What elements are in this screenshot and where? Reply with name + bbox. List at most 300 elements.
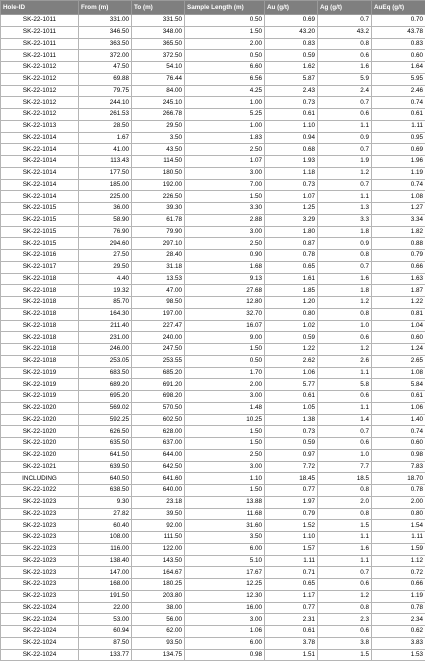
table-row — [1, 555, 425, 567]
cell-to: 39.30 — [132, 203, 185, 215]
cell-to: 54.10 — [132, 62, 185, 74]
cell-from: 4.40 — [79, 273, 132, 285]
cell-sample-length: 5.10 — [185, 555, 265, 567]
cell-from: 168.00 — [79, 579, 132, 591]
cell-to: 180.25 — [132, 579, 185, 591]
cell-au: 0.71 — [265, 567, 318, 579]
cell-to: 570.50 — [132, 402, 185, 414]
table-row — [1, 379, 425, 391]
cell-ag: 0.6 — [318, 438, 372, 450]
cell-from: 164.30 — [79, 308, 132, 320]
cell-to: 13.53 — [132, 273, 185, 285]
cell-hole-id: SK-22-1016 — [1, 250, 79, 262]
cell-sample-length: 1.50 — [185, 485, 265, 497]
table-header-row — [1, 1, 425, 15]
cell-au: 43.20 — [265, 26, 318, 38]
cell-to: 111.50 — [132, 532, 185, 544]
cell-au: 0.73 — [265, 179, 318, 191]
cell-aueq: 0.66 — [372, 261, 425, 273]
cell-sample-length: 3.50 — [185, 532, 265, 544]
cell-hole-id: SK-22-1020 — [1, 449, 79, 461]
cell-aueq: 2.65 — [372, 355, 425, 367]
cell-aueq: 1.08 — [372, 191, 425, 203]
table-row — [1, 626, 425, 638]
cell-from: 346.50 — [79, 26, 132, 38]
cell-ag: 7.7 — [318, 461, 372, 473]
cell-ag: 0.8 — [318, 485, 372, 497]
cell-ag: 0.7 — [318, 144, 372, 156]
cell-sample-length: 12.30 — [185, 590, 265, 602]
cell-hole-id: SK-22-1018 — [1, 297, 79, 309]
cell-from: 9.30 — [79, 496, 132, 508]
cell-to: 62.00 — [132, 626, 185, 638]
cell-ag: 5.8 — [318, 379, 372, 391]
cell-aueq: 0.69 — [372, 144, 425, 156]
cell-hole-id: SK-22-1015 — [1, 238, 79, 250]
cell-hole-id: SK-22-1011 — [1, 38, 79, 50]
cell-from: 225.00 — [79, 191, 132, 203]
cell-ag: 2.3 — [318, 614, 372, 626]
cell-aueq: 1.08 — [372, 367, 425, 379]
cell-au: 0.97 — [265, 449, 318, 461]
cell-to: 31.18 — [132, 261, 185, 273]
cell-aueq: 2.34 — [372, 614, 425, 626]
cell-from: 19.32 — [79, 285, 132, 297]
cell-from: 69.88 — [79, 73, 132, 85]
table-row — [1, 355, 425, 367]
cell-ag: 43.2 — [318, 26, 372, 38]
cell-to: 114.50 — [132, 156, 185, 168]
cell-to: 628.00 — [132, 426, 185, 438]
cell-from: 29.50 — [79, 261, 132, 273]
cell-from: 635.50 — [79, 438, 132, 450]
cell-hole-id: SK-22-1012 — [1, 85, 79, 97]
cell-ag: 0.6 — [318, 579, 372, 591]
cell-sample-length: 4.25 — [185, 85, 265, 97]
cell-aueq: 0.61 — [372, 109, 425, 121]
cell-ag: 0.6 — [318, 50, 372, 62]
cell-ag: 0.7 — [318, 261, 372, 273]
cell-sample-length: 16.00 — [185, 602, 265, 614]
cell-to: 28.40 — [132, 250, 185, 262]
cell-hole-id: SK-22-1023 — [1, 567, 79, 579]
cell-hole-id: SK-22-1012 — [1, 97, 79, 109]
cell-ag: 1.2 — [318, 590, 372, 602]
cell-aueq: 1.04 — [372, 320, 425, 332]
cell-aueq: 1.40 — [372, 414, 425, 426]
cell-to: 23.18 — [132, 496, 185, 508]
cell-ag: 1.2 — [318, 297, 372, 309]
cell-sample-length: 3.00 — [185, 391, 265, 403]
cell-au: 1.07 — [265, 191, 318, 203]
cell-to: 297.10 — [132, 238, 185, 250]
cell-from: 641.50 — [79, 449, 132, 461]
cell-ag: 0.7 — [318, 567, 372, 579]
cell-aueq: 1.96 — [372, 156, 425, 168]
cell-to: 197.00 — [132, 308, 185, 320]
cell-aueq: 0.60 — [372, 332, 425, 344]
cell-from: 638.50 — [79, 485, 132, 497]
cell-hole-id: SK-22-1020 — [1, 426, 79, 438]
cell-from: 116.00 — [79, 543, 132, 555]
cell-to: 143.50 — [132, 555, 185, 567]
table-row — [1, 214, 425, 226]
cell-aueq: 18.70 — [372, 473, 425, 485]
cell-ag: 3.3 — [318, 214, 372, 226]
header-ag: Ag (g/t) — [318, 1, 372, 15]
cell-sample-length: 1.50 — [185, 191, 265, 203]
cell-sample-length: 6.00 — [185, 543, 265, 555]
table-row — [1, 414, 425, 426]
cell-sample-length: 0.50 — [185, 15, 265, 27]
table-row — [1, 203, 425, 215]
table-row — [1, 191, 425, 203]
cell-from: 253.05 — [79, 355, 132, 367]
cell-hole-id: SK-22-1018 — [1, 273, 79, 285]
cell-au: 1.51 — [265, 649, 318, 661]
cell-hole-id: SK-22-1015 — [1, 226, 79, 238]
cell-hole-id: SK-22-1024 — [1, 626, 79, 638]
table-row — [1, 402, 425, 414]
cell-ag: 0.9 — [318, 238, 372, 250]
table-row — [1, 238, 425, 250]
cell-aueq: 1.11 — [372, 532, 425, 544]
cell-sample-length: 1.00 — [185, 97, 265, 109]
table-row — [1, 602, 425, 614]
cell-au: 1.10 — [265, 120, 318, 132]
cell-sample-length: 3.00 — [185, 226, 265, 238]
cell-ag: 18.5 — [318, 473, 372, 485]
cell-from: 231.00 — [79, 332, 132, 344]
table-row — [1, 250, 425, 262]
header-from: From (m) — [79, 1, 132, 15]
cell-sample-length: 32.70 — [185, 308, 265, 320]
cell-from: 47.50 — [79, 62, 132, 74]
cell-to: 98.50 — [132, 297, 185, 309]
cell-to: 644.00 — [132, 449, 185, 461]
cell-ag: 1.1 — [318, 120, 372, 132]
cell-au: 1.57 — [265, 543, 318, 555]
table-row — [1, 144, 425, 156]
cell-au: 0.61 — [265, 626, 318, 638]
cell-ag: 1.1 — [318, 532, 372, 544]
table-row — [1, 308, 425, 320]
cell-sample-length: 1.07 — [185, 156, 265, 168]
cell-ag: 2.4 — [318, 85, 372, 97]
cell-from: 372.00 — [79, 50, 132, 62]
table-row — [1, 120, 425, 132]
cell-from: 58.90 — [79, 214, 132, 226]
cell-sample-length: 2.88 — [185, 214, 265, 226]
table-row — [1, 332, 425, 344]
cell-aueq: 3.34 — [372, 214, 425, 226]
cell-ag: 0.6 — [318, 391, 372, 403]
cell-aueq: 0.72 — [372, 567, 425, 579]
cell-hole-id: SK-22-1015 — [1, 214, 79, 226]
table-row — [1, 438, 425, 450]
cell-sample-length: 1.00 — [185, 120, 265, 132]
cell-to: 203.80 — [132, 590, 185, 602]
cell-au: 2.62 — [265, 355, 318, 367]
cell-from: 108.00 — [79, 532, 132, 544]
cell-ag: 0.7 — [318, 179, 372, 191]
cell-to: 39.50 — [132, 508, 185, 520]
cell-aueq: 0.88 — [372, 238, 425, 250]
cell-ag: 0.7 — [318, 15, 372, 27]
cell-sample-length: 3.30 — [185, 203, 265, 215]
cell-au: 0.61 — [265, 109, 318, 121]
cell-from: 639.50 — [79, 461, 132, 473]
cell-ag: 1.3 — [318, 203, 372, 215]
cell-au: 7.72 — [265, 461, 318, 473]
cell-au: 0.68 — [265, 144, 318, 156]
table-row — [1, 261, 425, 273]
table-row — [1, 520, 425, 532]
cell-sample-length: 2.00 — [185, 38, 265, 50]
table-row — [1, 426, 425, 438]
header-au: Au (g/t) — [265, 1, 318, 15]
cell-sample-length: 17.67 — [185, 567, 265, 579]
table-row — [1, 367, 425, 379]
cell-to: 38.00 — [132, 602, 185, 614]
cell-ag: 0.8 — [318, 250, 372, 262]
table-row — [1, 167, 425, 179]
cell-from: 244.10 — [79, 97, 132, 109]
cell-aueq: 1.12 — [372, 555, 425, 567]
table-row — [1, 297, 425, 309]
cell-hole-id: SK-22-1023 — [1, 508, 79, 520]
cell-ag: 1.1 — [318, 191, 372, 203]
cell-hole-id: SK-22-1014 — [1, 132, 79, 144]
cell-au: 0.78 — [265, 250, 318, 262]
cell-au: 0.59 — [265, 50, 318, 62]
cell-au: 3.29 — [265, 214, 318, 226]
cell-aueq: 1.06 — [372, 402, 425, 414]
cell-from: 85.70 — [79, 297, 132, 309]
cell-from: 626.50 — [79, 426, 132, 438]
cell-sample-length: 10.25 — [185, 414, 265, 426]
cell-to: 698.20 — [132, 391, 185, 403]
cell-sample-length: 2.00 — [185, 379, 265, 391]
cell-aueq: 1.87 — [372, 285, 425, 297]
cell-au: 18.45 — [265, 473, 318, 485]
cell-sample-length: 12.25 — [185, 579, 265, 591]
cell-aueq: 1.54 — [372, 520, 425, 532]
cell-au: 0.69 — [265, 15, 318, 27]
cell-from: 41.00 — [79, 144, 132, 156]
table-row — [1, 543, 425, 555]
cell-au: 1.38 — [265, 414, 318, 426]
cell-au: 1.61 — [265, 273, 318, 285]
cell-aueq: 1.64 — [372, 62, 425, 74]
cell-sample-length: 5.25 — [185, 109, 265, 121]
table-row — [1, 285, 425, 297]
cell-to: 92.00 — [132, 520, 185, 532]
cell-aueq: 1.53 — [372, 649, 425, 661]
cell-ag: 1.1 — [318, 402, 372, 414]
cell-au: 0.59 — [265, 438, 318, 450]
cell-to: 43.50 — [132, 144, 185, 156]
cell-from: 592.25 — [79, 414, 132, 426]
cell-sample-length: 2.50 — [185, 144, 265, 156]
cell-au: 1.85 — [265, 285, 318, 297]
cell-au: 0.59 — [265, 332, 318, 344]
cell-ag: 2.0 — [318, 496, 372, 508]
cell-from: 147.00 — [79, 567, 132, 579]
cell-sample-length: 1.70 — [185, 367, 265, 379]
cell-from: 53.00 — [79, 614, 132, 626]
cell-hole-id: SK-22-1023 — [1, 496, 79, 508]
cell-aueq: 0.98 — [372, 449, 425, 461]
cell-aueq: 1.63 — [372, 273, 425, 285]
cell-aueq: 0.74 — [372, 97, 425, 109]
cell-hole-id: SK-22-1014 — [1, 167, 79, 179]
cell-aueq: 1.82 — [372, 226, 425, 238]
table-row — [1, 496, 425, 508]
cell-aueq: 0.83 — [372, 38, 425, 50]
cell-hole-id: SK-22-1022 — [1, 485, 79, 497]
cell-aueq: 0.81 — [372, 308, 425, 320]
cell-from: 60.94 — [79, 626, 132, 638]
cell-au: 1.80 — [265, 226, 318, 238]
cell-from: 640.50 — [79, 473, 132, 485]
cell-sample-length: 1.06 — [185, 626, 265, 638]
cell-hole-id: SK-22-1014 — [1, 156, 79, 168]
cell-sample-length: 2.50 — [185, 449, 265, 461]
cell-au: 1.05 — [265, 402, 318, 414]
cell-hole-id: SK-22-1019 — [1, 379, 79, 391]
cell-from: 27.82 — [79, 508, 132, 520]
cell-sample-length: 1.48 — [185, 402, 265, 414]
cell-to: 642.50 — [132, 461, 185, 473]
cell-to: 365.50 — [132, 38, 185, 50]
cell-hole-id: SK-22-1014 — [1, 144, 79, 156]
cell-aueq: 0.70 — [372, 15, 425, 27]
cell-hole-id: SK-22-1011 — [1, 26, 79, 38]
cell-au: 0.65 — [265, 579, 318, 591]
cell-from: 1.67 — [79, 132, 132, 144]
cell-au: 3.78 — [265, 637, 318, 649]
cell-from: 331.00 — [79, 15, 132, 27]
cell-to: 84.00 — [132, 85, 185, 97]
cell-aueq: 0.78 — [372, 485, 425, 497]
cell-hole-id: SK-22-1018 — [1, 344, 79, 356]
cell-aueq: 0.74 — [372, 179, 425, 191]
cell-hole-id: SK-22-1023 — [1, 590, 79, 602]
cell-to: 56.00 — [132, 614, 185, 626]
cell-from: 569.02 — [79, 402, 132, 414]
cell-aueq: 2.46 — [372, 85, 425, 97]
cell-sample-length: 3.00 — [185, 167, 265, 179]
cell-aueq: 1.27 — [372, 203, 425, 215]
cell-aueq: 1.22 — [372, 297, 425, 309]
cell-au: 0.65 — [265, 261, 318, 273]
table-row — [1, 508, 425, 520]
cell-ag: 5.9 — [318, 73, 372, 85]
cell-ag: 0.6 — [318, 332, 372, 344]
cell-from: 211.40 — [79, 320, 132, 332]
cell-ag: 0.8 — [318, 508, 372, 520]
cell-au: 0.73 — [265, 97, 318, 109]
cell-sample-length: 9.13 — [185, 273, 265, 285]
cell-from: 191.50 — [79, 590, 132, 602]
cell-sample-length: 1.68 — [185, 261, 265, 273]
cell-ag: 1.1 — [318, 555, 372, 567]
table-row — [1, 461, 425, 473]
cell-hole-id: INCLUDING — [1, 473, 79, 485]
table-row — [1, 156, 425, 168]
cell-hole-id: SK-22-1018 — [1, 308, 79, 320]
cell-hole-id: SK-22-1014 — [1, 179, 79, 191]
cell-sample-length: 1.10 — [185, 473, 265, 485]
cell-aueq: 0.66 — [372, 579, 425, 591]
table-row — [1, 532, 425, 544]
cell-aueq: 0.60 — [372, 438, 425, 450]
cell-from: 363.50 — [79, 38, 132, 50]
cell-hole-id: SK-22-1024 — [1, 602, 79, 614]
cell-from: 138.40 — [79, 555, 132, 567]
cell-sample-length: 1.50 — [185, 26, 265, 38]
cell-aueq: 0.74 — [372, 426, 425, 438]
cell-aueq: 2.00 — [372, 496, 425, 508]
cell-to: 226.50 — [132, 191, 185, 203]
cell-aueq: 0.78 — [372, 602, 425, 614]
cell-hole-id: SK-22-1023 — [1, 543, 79, 555]
cell-from: 695.20 — [79, 391, 132, 403]
cell-to: 29.50 — [132, 120, 185, 132]
cell-au: 0.77 — [265, 602, 318, 614]
cell-hole-id: SK-22-1018 — [1, 285, 79, 297]
cell-au: 1.20 — [265, 297, 318, 309]
cell-hole-id: SK-22-1020 — [1, 402, 79, 414]
table-row — [1, 473, 425, 485]
cell-to: 372.50 — [132, 50, 185, 62]
cell-ag: 1.8 — [318, 285, 372, 297]
cell-aueq: 0.95 — [372, 132, 425, 144]
cell-to: 691.20 — [132, 379, 185, 391]
cell-from: 261.53 — [79, 109, 132, 121]
cell-sample-length: 1.83 — [185, 132, 265, 144]
cell-aueq: 3.83 — [372, 637, 425, 649]
cell-au: 0.87 — [265, 238, 318, 250]
cell-au: 0.83 — [265, 38, 318, 50]
cell-from: 185.00 — [79, 179, 132, 191]
cell-hole-id: SK-22-1012 — [1, 73, 79, 85]
cell-ag: 0.8 — [318, 38, 372, 50]
table-row — [1, 391, 425, 403]
cell-sample-length: 16.07 — [185, 320, 265, 332]
cell-from: 177.50 — [79, 167, 132, 179]
cell-hole-id: SK-22-1015 — [1, 203, 79, 215]
cell-aueq: 0.60 — [372, 50, 425, 62]
cell-sample-length: 1.50 — [185, 438, 265, 450]
cell-hole-id: SK-22-1024 — [1, 637, 79, 649]
cell-aueq: 7.83 — [372, 461, 425, 473]
cell-hole-id: SK-22-1020 — [1, 414, 79, 426]
cell-hole-id: SK-22-1021 — [1, 461, 79, 473]
cell-from: 87.50 — [79, 637, 132, 649]
cell-sample-length: 6.56 — [185, 73, 265, 85]
cell-ag: 3.8 — [318, 637, 372, 649]
cell-sample-length: 11.68 — [185, 508, 265, 520]
cell-from: 683.50 — [79, 367, 132, 379]
cell-ag: 1.0 — [318, 320, 372, 332]
cell-to: 164.67 — [132, 567, 185, 579]
cell-au: 0.80 — [265, 308, 318, 320]
cell-au: 5.77 — [265, 379, 318, 391]
cell-hole-id: SK-22-1024 — [1, 649, 79, 661]
cell-aueq: 1.11 — [372, 120, 425, 132]
